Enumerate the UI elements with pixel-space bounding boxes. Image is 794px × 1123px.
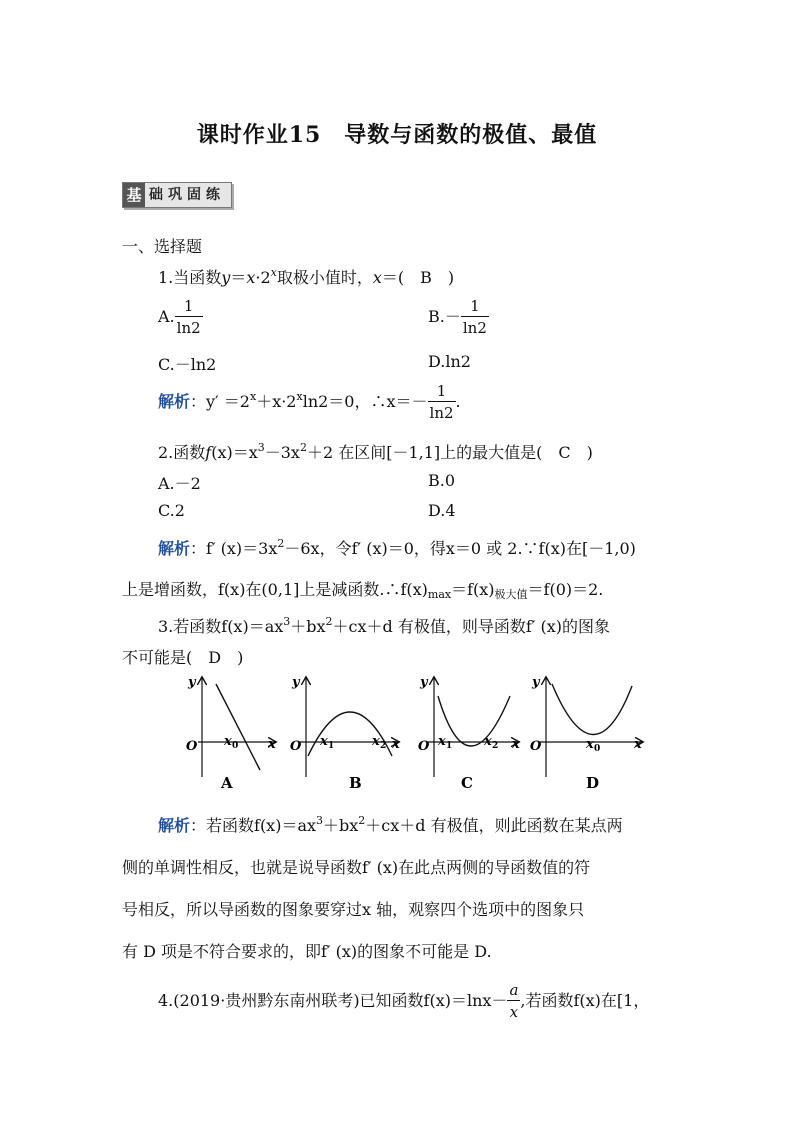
graph-a-y-label: y (188, 675, 196, 690)
page-title: 课时作业15 导数与函数的极值、最值 (196, 122, 598, 148)
graph-c-origin: O (418, 739, 430, 754)
q3-solution-line2: 侧的单调性相反，也就是说导函数f′ (x)在此点两侧的导函数值的符 (122, 858, 591, 877)
q3-solution-line4: 有 D 项是不符合要求的，即f′ (x)的图象不可能是 D. (122, 942, 492, 961)
graph-a-label: A (221, 774, 233, 792)
section-heading: 一、选择题 (122, 237, 203, 256)
graph-d-origin: O (530, 739, 542, 754)
graph-d (530, 675, 642, 777)
q2-solution-line1: 解析：f′ $(x)=3x^2-6x$，令f′ (x)＝0，得x＝0 或 2.∵f(x)在[－1,0) (158, 537, 636, 558)
graph-d-y-label: y (532, 675, 540, 690)
graph-c-x2: x (484, 734, 492, 749)
q1-stem: 1.当函数$y=x\cdot 2^x$取极小值时，x＝( B ) (158, 266, 455, 287)
q1-option-b: B.－ $\frac{1}{\ln 2}$ (428, 297, 487, 337)
q3-stem-line1: 3.若函数$f(x)=ax^3+bx^2+cx+d$ 有极值，则导函数f′ (x)的图象 (158, 615, 611, 636)
q3-graphs (180, 672, 650, 797)
graph-d-x0-sub: 0 (594, 744, 601, 754)
graph-d-curve (552, 684, 632, 735)
graph-d-x-label: x (634, 737, 642, 752)
graph-a-curve (216, 684, 260, 770)
graph-a (186, 675, 276, 777)
q2-option-c: C.2 (158, 501, 185, 520)
graph-b (290, 675, 400, 777)
q1-option-c: C.－ln2 (158, 355, 217, 374)
section-badge (122, 182, 232, 208)
graph-c-curve (438, 696, 510, 746)
q2-solution-line2: 上是增函数，f(x)在(0,1]上是减函数$.\therefore f(x)_{max}=f(x)_{极大值}=f(0)=2$. (122, 580, 604, 601)
q2-stem: 2.函数$f(x)=x^3-3x^2+2$ 在区间[－1,1]上的最大值是( C ) (158, 441, 593, 462)
q1-option-d: D.ln2 (428, 352, 471, 371)
graph-a-x-label: x (268, 737, 276, 752)
graph-c-x2-sub: 2 (492, 741, 499, 751)
q2-option-d: D.4 (428, 501, 456, 520)
graph-b-y-label: y (292, 675, 300, 690)
graph-c-y-label: y (420, 675, 428, 690)
q4-stem: 4.(2019·贵州黔东南州联考)已知函数f(x)＝lnx－ $\frac{a}{x}$ ,若函数f(x)在[1， (158, 981, 650, 1021)
badge-text: 础巩固练 (145, 183, 231, 207)
badge-first-char: 基 (123, 183, 145, 207)
graph-c-label: C (461, 774, 473, 792)
graph-d-label: D (586, 774, 600, 792)
graph-d-x0: x (586, 737, 594, 752)
graph-a-x0-sub: 0 (232, 741, 239, 751)
q2-option-b: B.0 (428, 471, 456, 490)
q3-solution-line1: 解析：若函数$f(x)=ax^3+bx^2+cx+d$ 有极值，则此函数在某点两 (158, 814, 623, 835)
graph-c (418, 675, 520, 777)
graph-c-x1-sub: 1 (446, 741, 453, 751)
graph-b-x2: x (372, 734, 380, 749)
q1-option-a: A. $\frac{1}{\ln 2}$ (158, 297, 201, 337)
graph-b-label: B (349, 774, 362, 792)
graph-b-x1: x (320, 734, 328, 749)
graph-b-x-label: x (392, 737, 400, 752)
graph-c-x1: x (438, 734, 446, 749)
graph-a-x0: x (224, 734, 232, 749)
graph-c-x-label: x (512, 737, 520, 752)
q3-stem-line2: 不可能是( D ) (122, 648, 244, 667)
graph-b-origin: O (290, 739, 302, 754)
graph-b-x1-sub: 1 (328, 741, 335, 751)
q1-solution: 解析：$y' =2^x+x\cdot 2^x\ln 2=0$，∴x＝－ $\frac{1}{\ln 2}$ . (158, 382, 461, 422)
q3-solution-line3: 号相反，所以导函数的图象要穿过x 轴，观察四个选项中的图象只 (122, 900, 585, 919)
graph-a-origin: O (186, 739, 198, 754)
q2-option-a: A.－2 (158, 474, 201, 493)
graph-b-x2-sub: 2 (380, 741, 387, 751)
